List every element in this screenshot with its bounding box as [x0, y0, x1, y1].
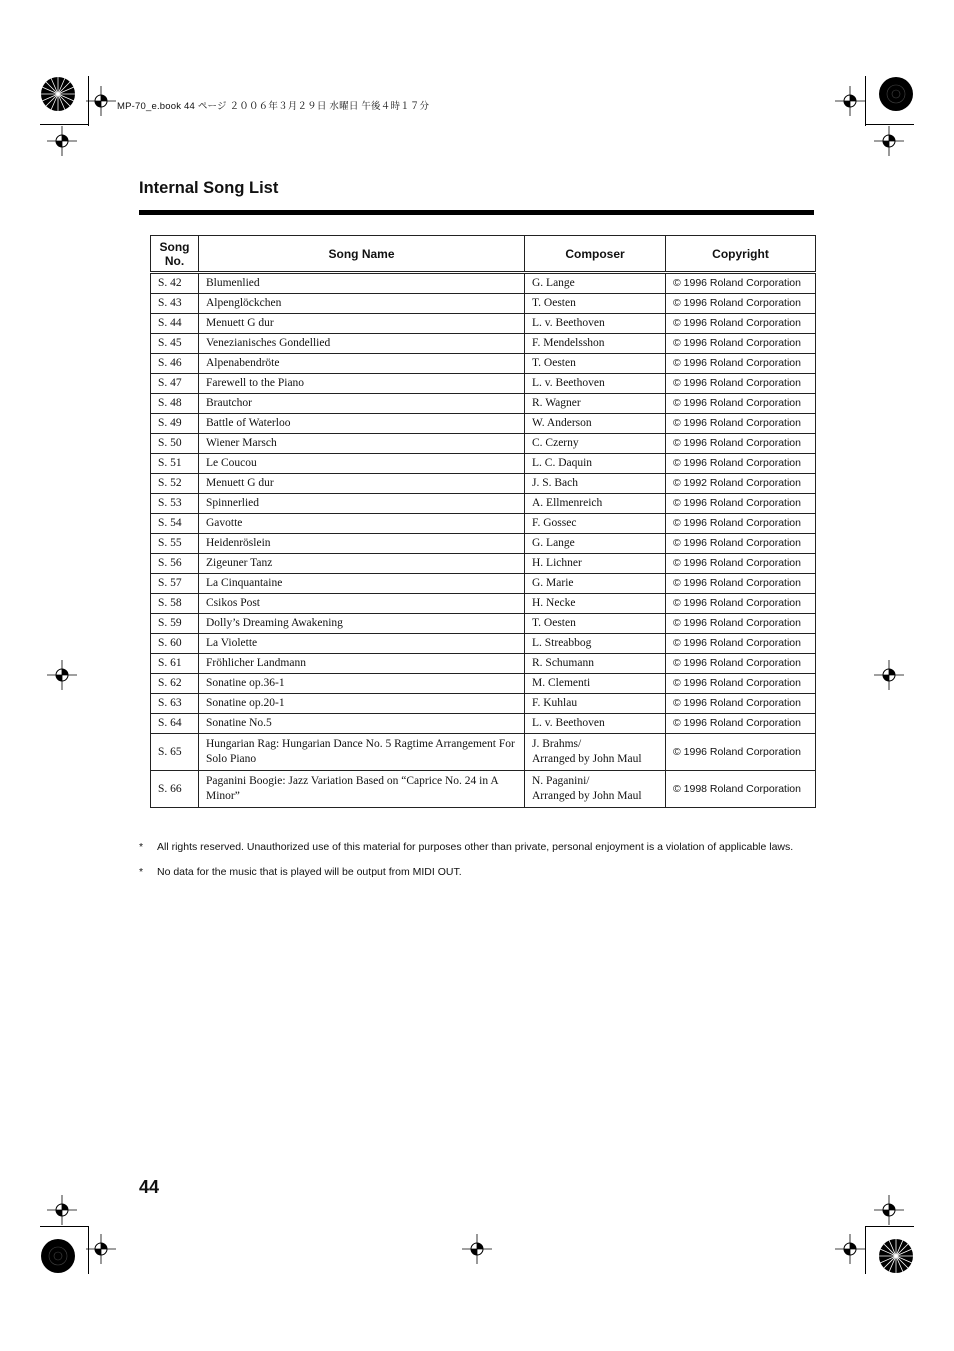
song-number: S. 58 — [151, 594, 199, 614]
crosshair-icon — [462, 1234, 492, 1264]
song-name: Venezianisches Gondellied — [199, 334, 525, 354]
song-number: S. 64 — [151, 714, 199, 734]
footnote-marker: * — [139, 866, 144, 878]
song-number: S. 53 — [151, 494, 199, 514]
song-number: S. 50 — [151, 434, 199, 454]
song-number: S. 59 — [151, 614, 199, 634]
table-row — [151, 594, 816, 614]
song-name: Le Coucou — [199, 454, 525, 474]
corner-starburst-bottom-right — [878, 1238, 914, 1274]
crosshair-icon — [86, 86, 116, 116]
song-number: S. 54 — [151, 514, 199, 534]
table-row — [151, 514, 816, 534]
table-row — [151, 294, 816, 314]
table-row — [151, 674, 816, 694]
composer: T. Oesten — [525, 294, 666, 314]
copyright: © 1996 Roland Corporation — [666, 494, 816, 514]
table-row — [151, 554, 816, 574]
song-number: S. 55 — [151, 534, 199, 554]
song-number: S. 51 — [151, 454, 199, 474]
song-name: Csikos Post — [199, 594, 525, 614]
composer: G. Lange — [525, 534, 666, 554]
crop-line — [866, 1226, 914, 1227]
copyright: © 1996 Roland Corporation — [666, 394, 816, 414]
copyright: © 1996 Roland Corporation — [666, 434, 816, 454]
crop-line — [40, 1226, 88, 1227]
print-header: MP-70_e.book 44 ページ ２００６年３月２９日 水曜日 午後４時１７分 — [117, 101, 430, 112]
copyright: © 1996 Roland Corporation — [666, 654, 816, 674]
song-name: Zigeuner Tanz — [199, 554, 525, 574]
copyright: © 1996 Roland Corporation — [666, 734, 816, 771]
composer: R. Schumann — [525, 654, 666, 674]
copyright: © 1996 Roland Corporation — [666, 294, 816, 314]
arranger-line: Arranged by John Maul — [532, 790, 642, 802]
copyright: © 1996 Roland Corporation — [666, 714, 816, 734]
column-header-composer: Composer — [525, 236, 666, 273]
copyright: © 1996 Roland Corporation — [666, 454, 816, 474]
composer: L. v. Beethoven — [525, 374, 666, 394]
song-number: S. 61 — [151, 654, 199, 674]
table-row — [151, 654, 816, 674]
song-table — [150, 235, 816, 808]
table-row — [151, 354, 816, 374]
song-name: Hungarian Rag: Hungarian Dance No. 5 Ragtime Arrangement For Solo Piano — [199, 734, 525, 771]
table-row — [151, 394, 816, 414]
column-header-song-no: Song No. — [151, 236, 199, 273]
crop-line — [88, 1226, 89, 1274]
song-name: Dolly’s Dreaming Awakening — [199, 614, 525, 634]
table-row — [151, 474, 816, 494]
song-name: Wiener Marsch — [199, 434, 525, 454]
song-name: La Violette — [199, 634, 525, 654]
copyright: © 1996 Roland Corporation — [666, 273, 816, 294]
composer: G. Marie — [525, 574, 666, 594]
crop-line — [88, 76, 89, 126]
song-number: S. 46 — [151, 354, 199, 374]
crosshair-icon — [835, 86, 865, 116]
crop-line — [866, 124, 914, 125]
crosshair-icon — [874, 1195, 904, 1225]
table-row — [151, 634, 816, 654]
composer: L. C. Daquin — [525, 454, 666, 474]
song-number: S. 44 — [151, 314, 199, 334]
crosshair-icon — [874, 126, 904, 156]
corner-starburst-top-right — [878, 76, 914, 112]
table-row — [151, 734, 816, 771]
song-number: S. 56 — [151, 554, 199, 574]
song-number: S. 45 — [151, 334, 199, 354]
table-row — [151, 614, 816, 634]
song-name: Battle of Waterloo — [199, 414, 525, 434]
arranger-line: Arranged by John Maul — [532, 753, 642, 765]
crosshair-icon — [86, 1234, 116, 1264]
song-number: S. 43 — [151, 294, 199, 314]
table-row — [151, 273, 816, 294]
song-name: Menuett G dur — [199, 314, 525, 334]
table-row — [151, 334, 816, 354]
copyright: © 1996 Roland Corporation — [666, 674, 816, 694]
song-number: S. 47 — [151, 374, 199, 394]
song-name: Brautchor — [199, 394, 525, 414]
copyright: © 1996 Roland Corporation — [666, 374, 816, 394]
composer: H. Necke — [525, 594, 666, 614]
composer: G. Lange — [525, 273, 666, 294]
song-number: S. 65 — [151, 734, 199, 771]
song-name: Sonatine op.36-1 — [199, 674, 525, 694]
crosshair-icon — [835, 1234, 865, 1264]
composer: L. Streabbog — [525, 634, 666, 654]
title-rule — [139, 210, 814, 215]
copyright: © 1996 Roland Corporation — [666, 574, 816, 594]
crosshair-icon — [874, 660, 904, 690]
composer: L. v. Beethoven — [525, 714, 666, 734]
song-number: S. 66 — [151, 771, 199, 808]
copyright: © 1998 Roland Corporation — [666, 771, 816, 808]
composer-line: J. Brahms/ — [532, 738, 582, 750]
composer: J. S. Bach — [525, 474, 666, 494]
composer: T. Oesten — [525, 354, 666, 374]
composer: A. Ellmenreich — [525, 494, 666, 514]
song-name: Paganini Boogie: Jazz Variation Based on “Caprice No. 24 in A Minor” — [199, 771, 525, 808]
copyright: © 1996 Roland Corporation — [666, 334, 816, 354]
crop-line — [865, 1226, 866, 1274]
crop-line — [865, 76, 866, 126]
page-number: 44 — [139, 1177, 160, 1197]
table-row — [151, 374, 816, 394]
table-row — [151, 574, 816, 594]
song-name: Sonatine op.20-1 — [199, 694, 525, 714]
composer-line: N. Paganini/ — [532, 775, 590, 787]
song-name: Alpenabendröte — [199, 354, 525, 374]
copyright: © 1996 Roland Corporation — [666, 534, 816, 554]
song-number: S. 63 — [151, 694, 199, 714]
song-number: S. 57 — [151, 574, 199, 594]
footnote — [139, 840, 819, 865]
table-row — [151, 414, 816, 434]
song-name: Menuett G dur — [199, 474, 525, 494]
copyright: © 1996 Roland Corporation — [666, 354, 816, 374]
footnote-text: No data for the music that is played will be output from MIDI OUT. — [157, 866, 462, 878]
song-number: S. 48 — [151, 394, 199, 414]
crop-line — [40, 124, 88, 125]
composer: F. Kuhlau — [525, 694, 666, 714]
footnote-text: All rights reserved. Unauthorized use of this material for purposes other than private, personal enjoyment is a violation of applicable laws. — [157, 841, 794, 853]
table-row — [151, 494, 816, 514]
song-number: S. 62 — [151, 674, 199, 694]
section-title: Internal Song List — [139, 179, 279, 197]
song-number: S. 52 — [151, 474, 199, 494]
song-name: Alpenglöckchen — [199, 294, 525, 314]
table-row — [151, 534, 816, 554]
song-name: Fröhlicher Landmann — [199, 654, 525, 674]
copyright: © 1992 Roland Corporation — [666, 474, 816, 494]
song-number: S. 49 — [151, 414, 199, 434]
song-name: Farewell to the Piano — [199, 374, 525, 394]
corner-starburst-bottom-left — [40, 1238, 76, 1274]
composer: H. Lichner — [525, 554, 666, 574]
song-name: Spinnerlied — [199, 494, 525, 514]
composer: C. Czerny — [525, 434, 666, 454]
copyright: © 1996 Roland Corporation — [666, 634, 816, 654]
crosshair-icon — [47, 1195, 77, 1225]
column-header-song-name: Song Name — [199, 236, 525, 273]
copyright: © 1996 Roland Corporation — [666, 594, 816, 614]
footnote — [139, 865, 819, 890]
song-name: Heidenröslein — [199, 534, 525, 554]
song-name: Blumenlied — [199, 273, 525, 294]
copyright: © 1996 Roland Corporation — [666, 314, 816, 334]
table-header-row — [151, 236, 816, 273]
copyright: © 1996 Roland Corporation — [666, 554, 816, 574]
song-name: Sonatine No.5 — [199, 714, 525, 734]
song-number: S. 42 — [151, 273, 199, 294]
crosshair-icon — [47, 660, 77, 690]
composer: M. Clementi — [525, 674, 666, 694]
song-number: S. 60 — [151, 634, 199, 654]
copyright: © 1996 Roland Corporation — [666, 614, 816, 634]
song-name: Gavotte — [199, 514, 525, 534]
crosshair-icon — [47, 126, 77, 156]
composer: F. Gossec — [525, 514, 666, 534]
table-row — [151, 454, 816, 474]
copyright: © 1996 Roland Corporation — [666, 514, 816, 534]
composer: R. Wagner — [525, 394, 666, 414]
table-row — [151, 314, 816, 334]
copyright: © 1996 Roland Corporation — [666, 694, 816, 714]
footnotes — [139, 840, 819, 890]
table-row — [151, 771, 816, 808]
composer: T. Oesten — [525, 614, 666, 634]
song-name: La Cinquantaine — [199, 574, 525, 594]
copyright: © 1996 Roland Corporation — [666, 414, 816, 434]
footnote-marker: * — [139, 841, 144, 853]
corner-starburst-top-left — [40, 76, 76, 112]
column-header-copyright: Copyright — [666, 236, 816, 273]
composer — [525, 771, 666, 808]
table-row — [151, 434, 816, 454]
table-row — [151, 714, 816, 734]
composer — [525, 734, 666, 771]
table-row — [151, 694, 816, 714]
composer: W. Anderson — [525, 414, 666, 434]
composer: F. Mendelsshon — [525, 334, 666, 354]
composer: L. v. Beethoven — [525, 314, 666, 334]
